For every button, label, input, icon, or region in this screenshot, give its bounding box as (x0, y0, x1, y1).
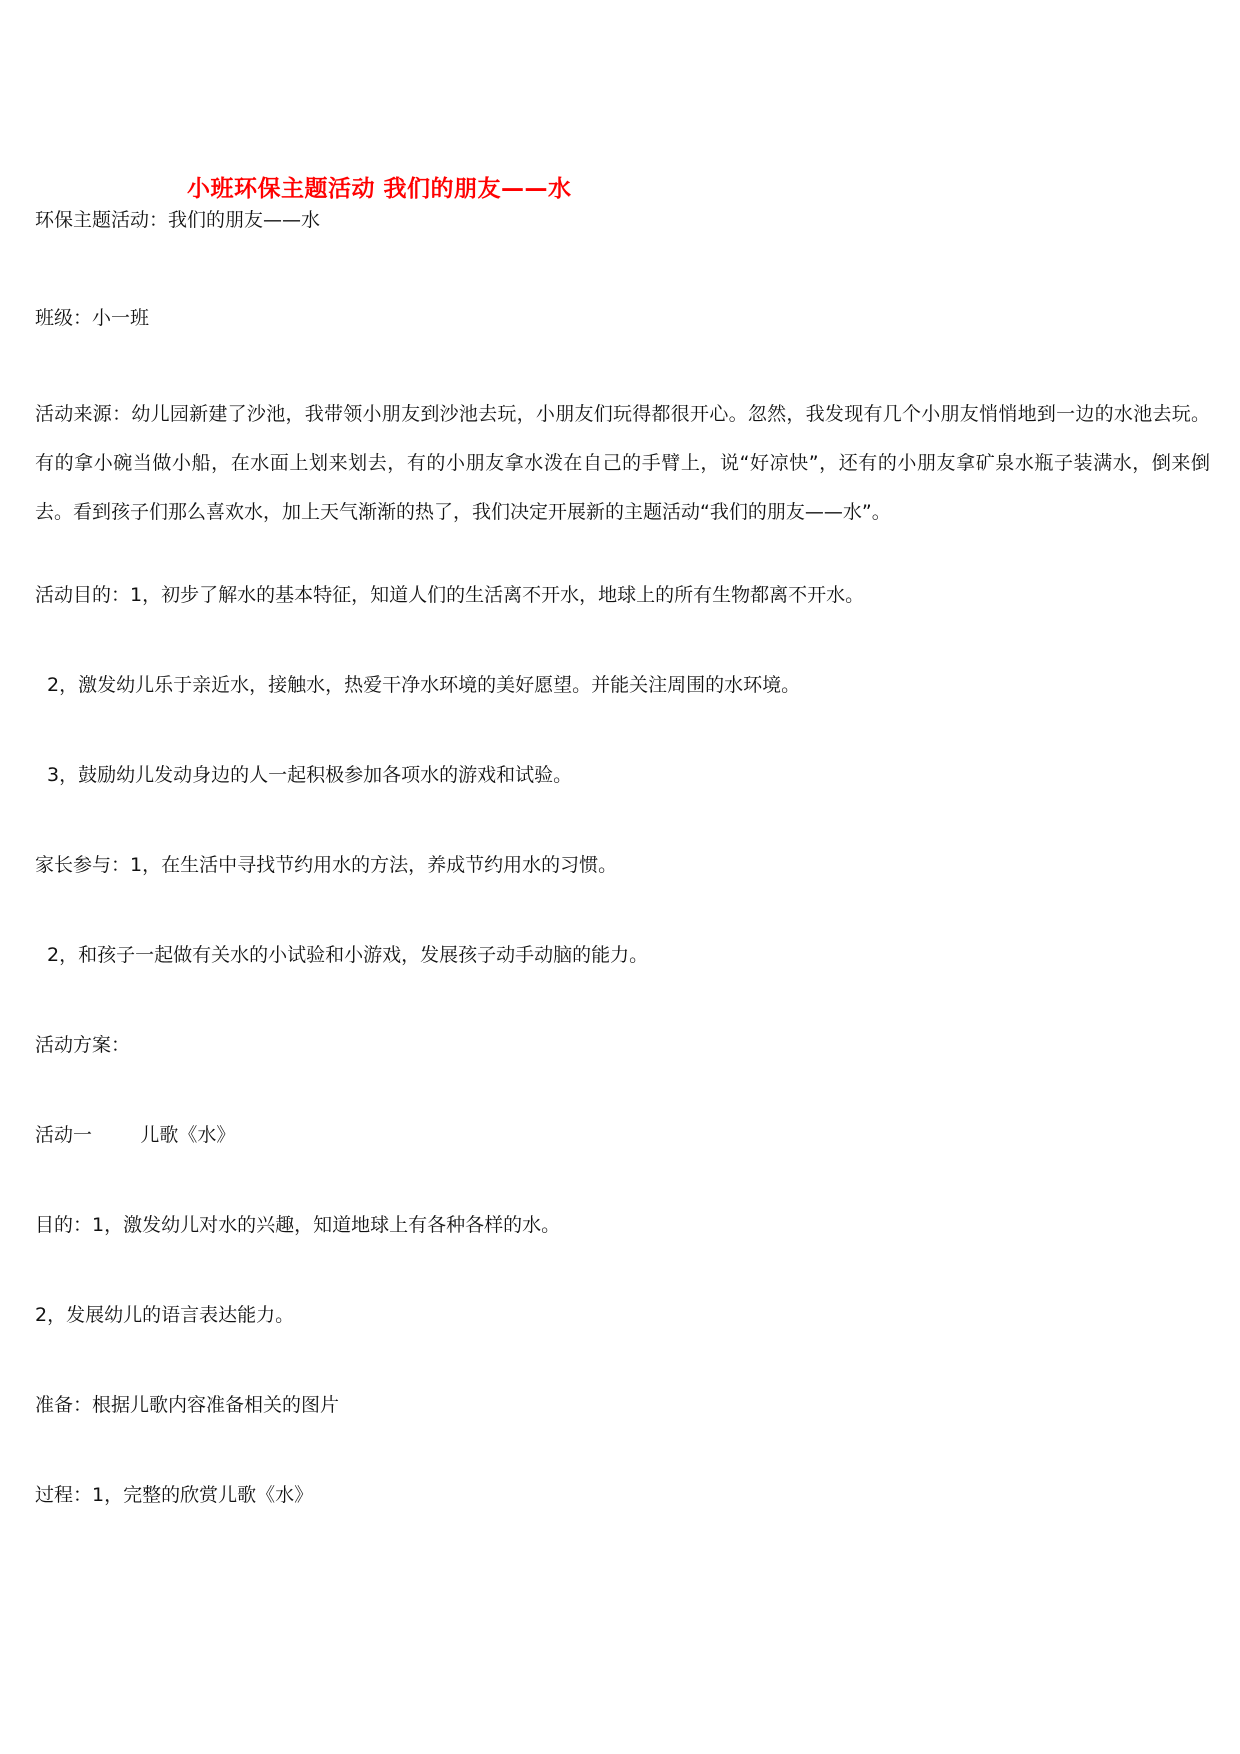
activity-one-aim-1: 目的：1，激发幼儿对水的兴趣，知道地球上有各种各样的水。 (35, 1214, 561, 1236)
activity-one-aim-2: 2，发展幼儿的语言表达能力。 (35, 1304, 295, 1326)
parent-participation-2: 2，和孩子一起做有关水的小试验和小游戏，发展孩子动手动脑的能力。 (47, 944, 649, 966)
activity-one-heading: 活动一 儿歌《水》 (35, 1124, 236, 1146)
document-title: 小班环保主题活动 我们的朋友——水 (187, 176, 572, 202)
activity-goal-2: 2，激发幼儿乐于亲近水，接触水，热爱干净水环境的美好愿望。并能关注周围的水环境。 (47, 674, 801, 696)
activity-plan-heading: 活动方案： (35, 1034, 131, 1056)
parent-participation-1: 家长参与：1，在生活中寻找节约用水的方法，养成节约用水的习惯。 (35, 854, 618, 876)
theme-line: 环保主题活动：我们的朋友——水 (35, 209, 321, 231)
activity-one-preparation: 准备：根据儿歌内容准备相关的图片 (35, 1394, 340, 1416)
activity-one-process: 过程：1，完整的欣赏儿歌《水》 (35, 1484, 314, 1506)
class-line: 班级：小一班 (35, 307, 150, 329)
activity-goal-3: 3，鼓励幼儿发动身边的人一起积极参加各项水的游戏和试验。 (47, 764, 573, 786)
activity-source-paragraph: 活动来源：幼儿园新建了沙池，我带领小朋友到沙池去玩，小朋友们玩得都很开心。忽然，我发现有几个小朋友悄悄地到一边的水池去玩。有的拿小碗当做小船，在水面上划来划去，有的小朋友拿水泼在自己的手臂上，说“好凉快”，还有的小朋友拿矿泉水瓶子装满水，倒来倒去。看到孩子们那么喜欢水，加上天气渐渐的热了，我们决定开展新的主题活动“我们的朋友——水”。 (35, 403, 1210, 523)
activity-goal-1: 活动目的：1，初步了解水的基本特征，知道人们的生活离不开水，地球上的所有生物都离不开水。 (35, 584, 865, 606)
